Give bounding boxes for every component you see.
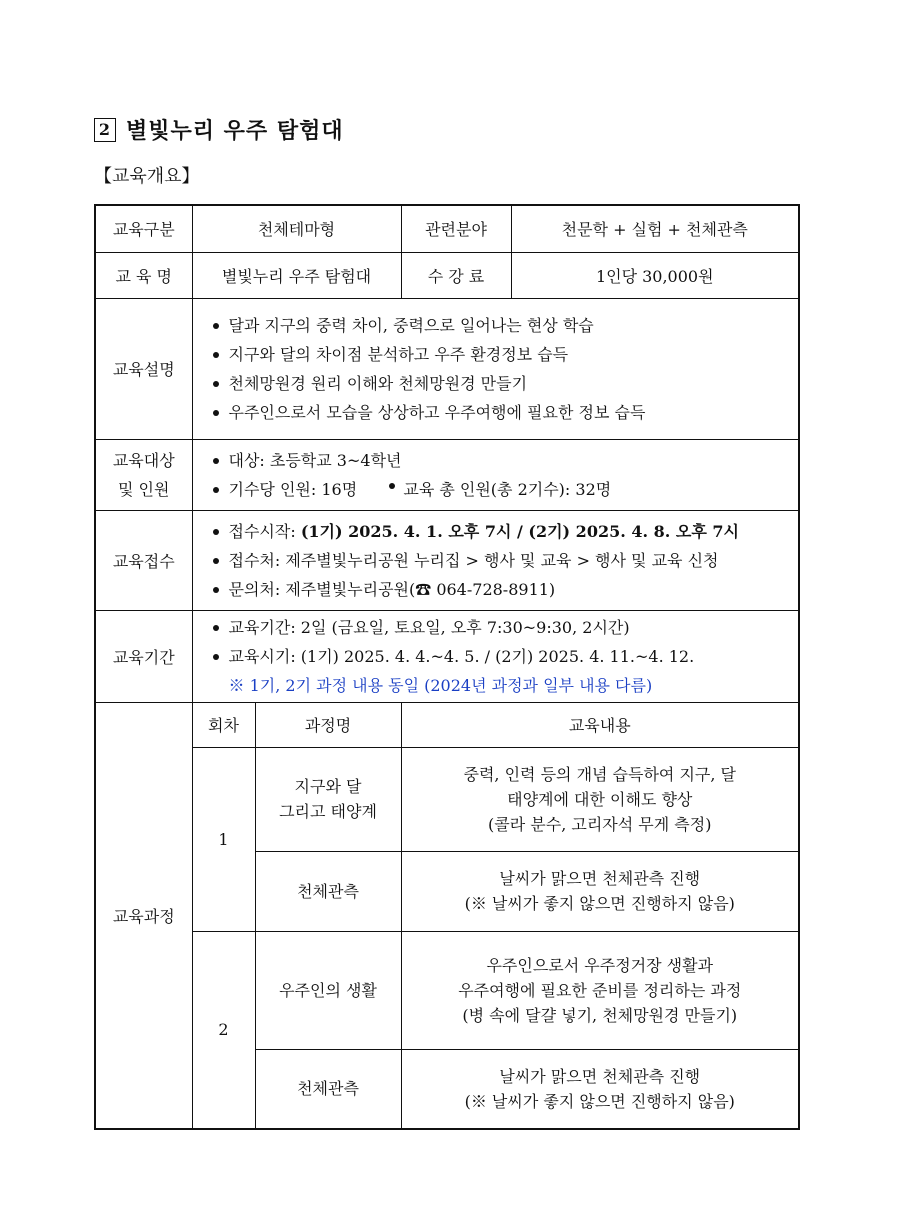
registration-start-value: (1기) 2025. 4. 1. 오후 7시 / (2기) 2025. 4. 8. 오후 7시 bbox=[300, 521, 739, 541]
course-name-line: 지구와 달 bbox=[294, 777, 362, 796]
field-label-fee: 수 강 료 bbox=[401, 252, 511, 298]
list-item: 천체망원경 원리 이해와 천체망원경 만들기 bbox=[209, 369, 799, 398]
course-content-line: 날씨가 맑으면 천체관측 진행 bbox=[499, 869, 701, 888]
course-content-cell bbox=[401, 851, 799, 931]
course-content-line: 우주인으로서 우주정거장 생활과 bbox=[486, 955, 714, 975]
field-label-description: 교육설명 bbox=[95, 298, 192, 439]
session-number: 2 bbox=[192, 931, 255, 1129]
registration-list bbox=[193, 517, 799, 604]
field-label-category: 교육구분 bbox=[95, 205, 192, 252]
course-content-line: (콜라 분수, 고리자석 무게 측정) bbox=[488, 814, 712, 834]
list-item bbox=[209, 475, 799, 504]
column-header-session: 회차 bbox=[192, 702, 255, 747]
registration-cell bbox=[192, 510, 799, 610]
target-label-line1: 교육대상 bbox=[112, 450, 175, 470]
course-content-line: 우주여행에 필요한 준비를 정리하는 과정 bbox=[458, 980, 742, 1000]
program-info-table bbox=[94, 204, 800, 1130]
section-number-box: 2 bbox=[94, 118, 116, 142]
column-header-course: 과정명 bbox=[255, 702, 401, 747]
course-content-line: 날씨가 맑으면 천체관측 진행 bbox=[499, 1066, 701, 1086]
period-list bbox=[193, 613, 799, 671]
list-item: 달과 지구의 중력 차이, 중력으로 일어나는 현상 학습 bbox=[209, 311, 799, 340]
course-content-cell bbox=[401, 931, 799, 1049]
list-item: 대상: 초등학교 3~4학년 bbox=[209, 446, 799, 475]
section-heading bbox=[94, 114, 344, 145]
course-name-cell bbox=[255, 1049, 401, 1129]
course-name-line: 천체관측 bbox=[297, 1079, 359, 1099]
participants-per-session: 기수당 인원: 16명 bbox=[228, 479, 358, 499]
registration-start-prefix: 접수시작: bbox=[228, 521, 301, 541]
bullet-dot bbox=[389, 483, 395, 489]
course-content-line: (병 속에 달걀 넣기, 천체망원경 만들기) bbox=[462, 1005, 738, 1025]
field-label-curriculum: 교육과정 bbox=[95, 702, 192, 1129]
course-name-line: 우주인의 생활 bbox=[279, 980, 377, 1000]
course-name-cell bbox=[255, 747, 401, 851]
course-content-line: (※ 날씨가 좋지 않으면 진행하지 않음) bbox=[464, 1091, 735, 1111]
list-item: 우주인으로서 모습을 상상하고 우주여행에 필요한 정보 습득 bbox=[209, 398, 799, 427]
course-name-line: 천체관측 bbox=[297, 881, 359, 901]
period-cell bbox=[192, 610, 799, 702]
target-label-line2: 및 인원 bbox=[118, 479, 170, 499]
course-name-line: 그리고 태양계 bbox=[279, 802, 377, 821]
field-label-target bbox=[95, 439, 192, 510]
period-note: ※ 1기, 2기 과정 내용 동일 (2024년 과정과 일부 내용 다름) bbox=[228, 675, 653, 695]
field-label-period: 교육기간 bbox=[95, 610, 192, 702]
column-header-content: 교육내용 bbox=[401, 702, 799, 747]
session-number: 1 bbox=[192, 747, 255, 931]
description-cell bbox=[192, 298, 799, 439]
field-value-field: 천문학 + 실험 + 천체관측 bbox=[511, 205, 799, 252]
list-item: 교육시기: (1기) 2025. 4. 4.~4. 5. / (2기) 2025. 4. 11.~4. 12. bbox=[209, 642, 799, 671]
course-content-line: (※ 날씨가 좋지 않으면 진행하지 않음) bbox=[464, 894, 735, 913]
course-content-line: 태양계에 대한 이해도 향상 bbox=[507, 789, 693, 809]
list-item: 교육기간: 2일 (금요일, 토요일, 오후 7:30~9:30, 2시간) bbox=[209, 613, 799, 642]
course-content-cell bbox=[401, 1049, 799, 1129]
list-item: 문의처: 제주별빛누리공원(☎ 064-728-8911) bbox=[209, 575, 799, 604]
target-cell bbox=[192, 439, 799, 510]
course-name-cell bbox=[255, 931, 401, 1049]
target-list bbox=[193, 446, 799, 504]
list-item bbox=[209, 517, 799, 546]
field-value-program-name: 별빛누리 우주 탐험대 bbox=[192, 252, 401, 298]
list-item: 지구와 달의 차이점 분석하고 우주 환경정보 습득 bbox=[209, 340, 799, 369]
course-name-cell bbox=[255, 851, 401, 931]
course-content-line: 중력, 인력 등의 개념 습득하여 지구, 달 bbox=[463, 764, 737, 784]
field-label-program-name: 교 육 명 bbox=[95, 252, 192, 298]
section-title: 별빛누리 우주 탐험대 bbox=[126, 118, 344, 144]
overview-heading: 【교육개요】 bbox=[94, 166, 200, 187]
total-participants: 교육 총 인원(총 2기수): 32명 bbox=[403, 479, 612, 499]
total-participants-item bbox=[389, 480, 611, 499]
field-value-fee: 1인당 30,000원 bbox=[511, 252, 799, 298]
list-item: 접수처: 제주별빛누리공원 누리집 > 행사 및 교육 > 행사 및 교육 신청 bbox=[209, 546, 799, 575]
field-label-registration: 교육접수 bbox=[95, 510, 192, 610]
field-value-category: 천체테마형 bbox=[192, 205, 401, 252]
field-label-field: 관련분야 bbox=[401, 205, 511, 252]
course-content-cell bbox=[401, 747, 799, 851]
description-list bbox=[193, 311, 799, 427]
